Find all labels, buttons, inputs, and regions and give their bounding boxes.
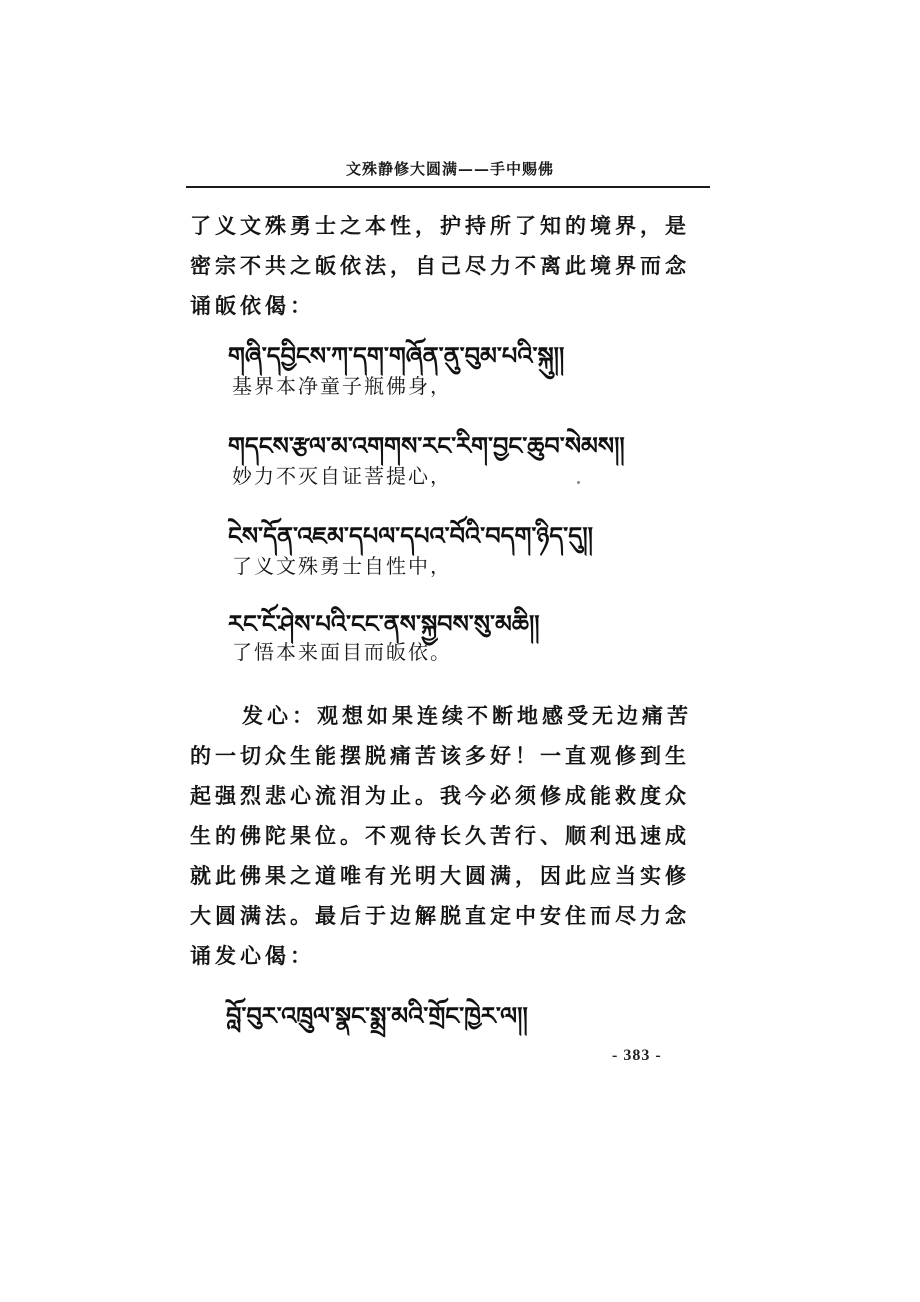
- intro-paragraph: [190, 206, 710, 326]
- refuge-verse-chinese-4: 了悟本来面目而皈依。: [232, 640, 452, 664]
- bodhicitta-text-block: [190, 696, 710, 976]
- refuge-verse-tibetan-1: གཞི་དབྱིངས་ཀ་དག་གཞོན་ནུ་བུམ་པའི་སྐུ།།: [228, 342, 565, 370]
- bodhicitta-text: 观想如果连续不断地感受无边痛苦的一切众生能摆脱痛苦该多好！一直观修到生起强烈悲心流泪为止。我今必须修成能救度众生的佛陀果位。不观待长久苦行、顺利迅速成就此佛果之道唯有光明大圆满，因此应当实修大圆满法。最后于边解脱直定中安住而尽力念诵发心偈：: [190, 703, 692, 968]
- intro-text: 了义文殊勇士之本性，护持所了知的境界，是密宗不共之皈依法，自己尽力不离此境界而念诵皈依偈：: [190, 213, 690, 318]
- refuge-verse-chinese-3: 了义文殊勇士自性中，: [232, 554, 452, 578]
- header-rule: [186, 186, 710, 188]
- refuge-verse-tibetan-2: གདངས་རྩལ་མ་འགགས་རང་རིག་བྱང་ཆུབ་སེམས།།: [228, 432, 625, 460]
- bodhicitta-verse-tibetan: བློ་བུར་འཁྲུལ་སྣང་སྨྲ་མའི་གྲོང་ཁྱེར་ལ།།: [226, 1002, 528, 1030]
- bodhicitta-paragraph: [190, 696, 710, 976]
- refuge-verse-tibetan-4: རང་ངོ་ཤེས་པའི་ངང་ནས་སྐྱབས་སུ་མཆི།།: [228, 610, 540, 638]
- page-number: - 383 -: [612, 1047, 662, 1064]
- bodhicitta-lead: 发心：: [242, 703, 317, 728]
- refuge-verse-tibetan-3: ངེས་དོན་འཇམ་དཔལ་དཔའ་བོའི་བདག་ཉིད་དུ།།: [228, 522, 593, 550]
- refuge-verse-chinese-1: 基界本净童子瓶佛身，: [232, 374, 452, 398]
- running-title: 文殊静修大圆满——手中赐佛: [345, 160, 554, 178]
- scan-speck: [577, 481, 580, 484]
- refuge-verse-chinese-2: 妙力不灭自证菩提心，: [232, 464, 452, 488]
